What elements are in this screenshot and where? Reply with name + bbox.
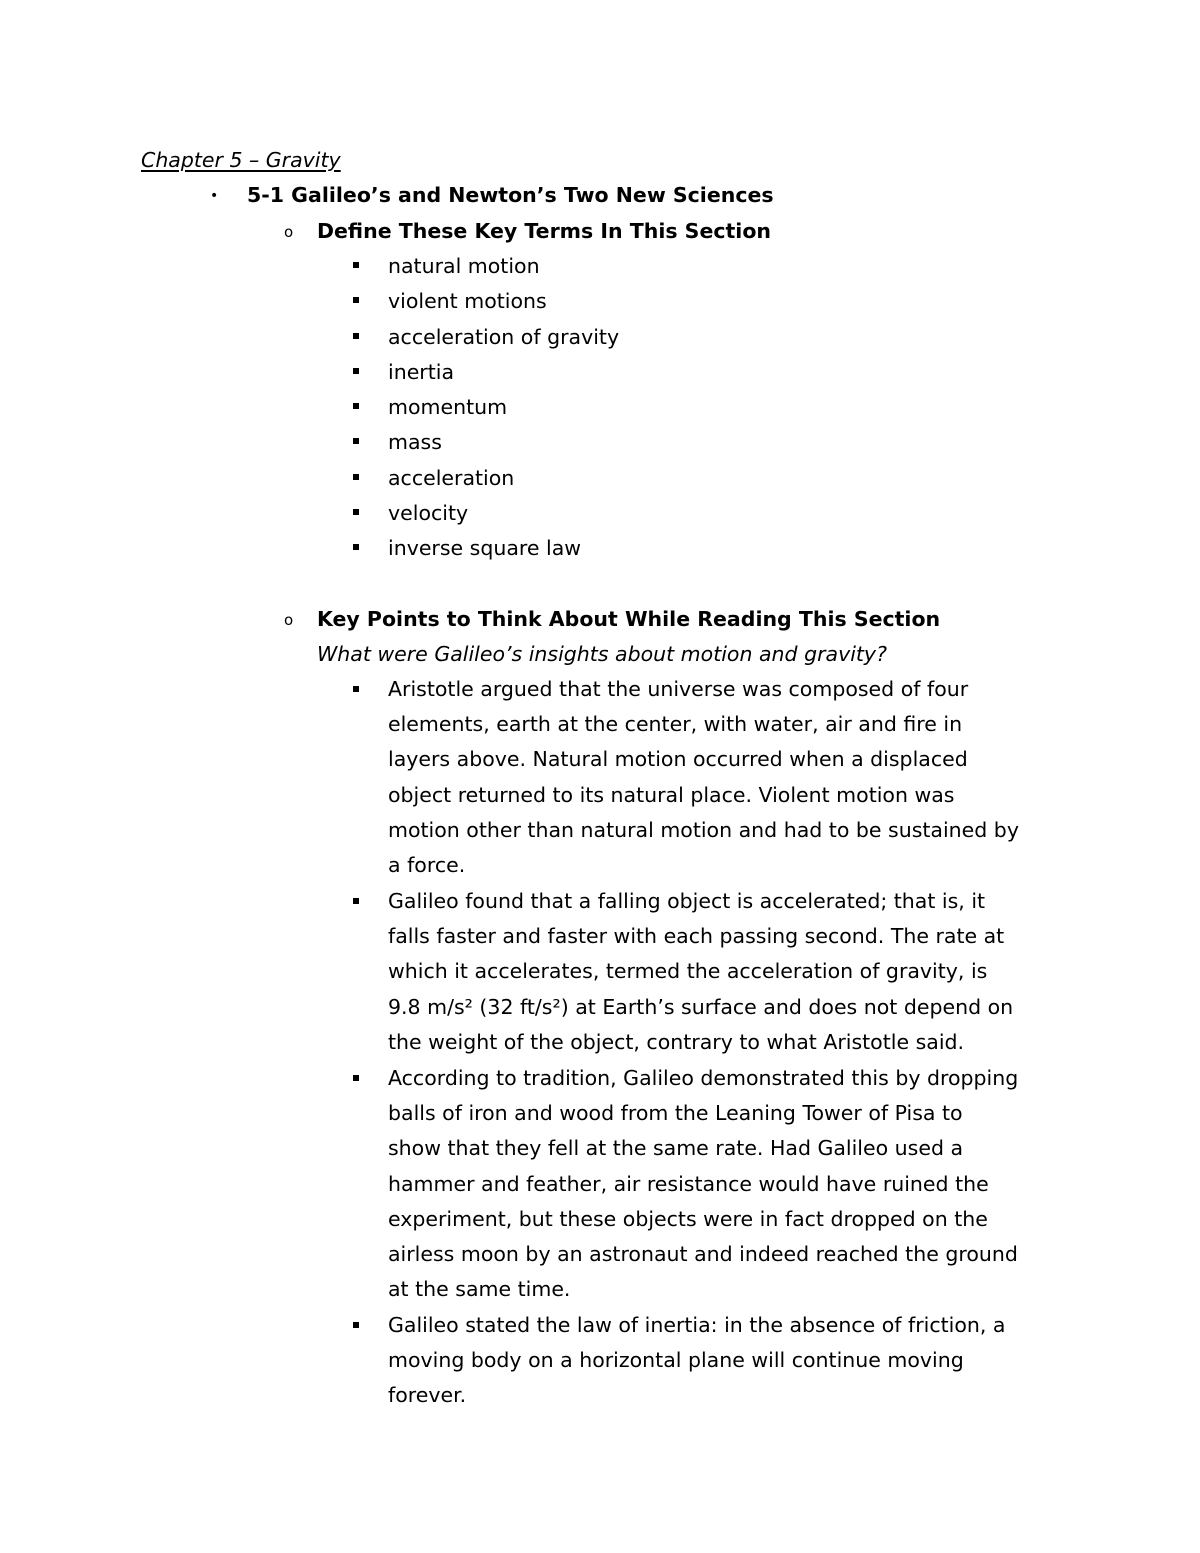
- section-bullet: •: [210, 188, 219, 204]
- term-bullet: [353, 544, 359, 550]
- point-line: which it accelerates, termed the acceleration of gravity, is: [388, 959, 988, 984]
- term-item: acceleration of gravity: [388, 325, 620, 349]
- key-terms-heading: Define These Key Terms In This Section: [317, 219, 772, 243]
- point-line: show that they fell at the same rate. Had Galileo used a: [388, 1136, 964, 1161]
- point-line: elements, earth at the center, with water, air and fire in: [388, 712, 963, 737]
- point-line: hammer and feather, air resistance would have ruined the: [388, 1171, 989, 1196]
- term-item: acceleration: [388, 466, 515, 490]
- key-point: [388, 1308, 1068, 1414]
- term-item: violent motions: [388, 289, 547, 313]
- term-item: inverse square law: [388, 536, 582, 560]
- point-line: airless moon by an astronaut and indeed reached the ground: [388, 1242, 1018, 1267]
- point-line: Galileo found that a falling object is accelerated; that is, it: [388, 889, 986, 913]
- point-line: Galileo stated the law of inertia: in the absence of friction, a: [388, 1313, 1006, 1337]
- key-point: [388, 672, 1068, 883]
- term-bullet: [353, 333, 359, 339]
- point-line: motion other than natural motion and had to be sustained by: [388, 817, 1019, 842]
- point-line: 9.8 m/s² (32 ft/s²) at Earth’s surface and does not depend on: [388, 994, 1014, 1019]
- chapter-title: Chapter 5 – Gravity: [141, 148, 341, 172]
- key-points-bullet: o: [284, 611, 294, 629]
- key-point: [388, 1061, 1068, 1307]
- key-points-question: What were Galileo’s insights about motion and gravity?: [317, 642, 887, 666]
- term-bullet: [353, 438, 359, 444]
- point-line: a force.: [388, 853, 466, 878]
- point-line: moving body on a horizontal plane will continue moving: [388, 1348, 964, 1373]
- point-line: falls faster and faster with each passing second. The rate at: [388, 924, 1005, 949]
- term-item: inertia: [388, 360, 455, 384]
- point-bullet: [353, 1322, 359, 1328]
- point-line: According to tradition, Galileo demonstrated this by dropping: [388, 1066, 1019, 1090]
- point-bullet: [353, 686, 359, 692]
- point-bullet: [353, 898, 359, 904]
- term-item: momentum: [388, 395, 508, 419]
- point-line: object returned to its natural place. Violent motion was: [388, 782, 955, 807]
- term-item: mass: [388, 430, 442, 454]
- term-bullet: [353, 368, 359, 374]
- key-terms-bullet: o: [284, 223, 294, 241]
- section-title: 5-1 Galileo’s and Newton’s Two New Sciences: [247, 183, 774, 207]
- term-bullet: [353, 474, 359, 480]
- term-bullet: [353, 262, 359, 268]
- point-line: experiment, but these objects were in fact dropped on the: [388, 1206, 988, 1231]
- key-point: [388, 884, 1068, 1060]
- point-line: forever.: [388, 1383, 467, 1408]
- point-line: the weight of the object, contrary to what Aristotle said.: [388, 1029, 965, 1054]
- term-bullet: [353, 297, 359, 303]
- term-bullet: [353, 403, 359, 409]
- key-points-heading: Key Points to Think About While Reading This Section: [317, 607, 941, 631]
- point-bullet: [353, 1075, 359, 1081]
- point-line: at the same time.: [388, 1277, 571, 1302]
- point-line: balls of iron and wood from the Leaning Tower of Pisa to: [388, 1101, 963, 1126]
- point-line: Aristotle argued that the universe was composed of four: [388, 677, 969, 701]
- term-bullet: [353, 509, 359, 515]
- point-line: layers above. Natural motion occurred when a displaced: [388, 747, 968, 772]
- term-item: velocity: [388, 501, 469, 525]
- term-item: natural motion: [388, 254, 540, 278]
